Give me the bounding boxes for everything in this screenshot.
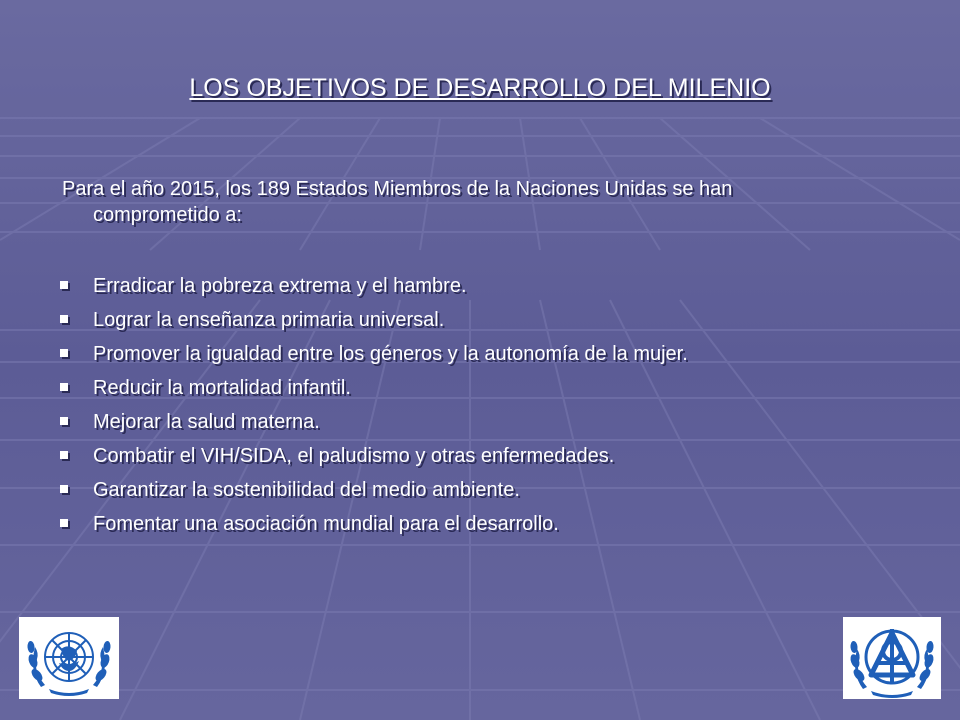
goal-item xyxy=(58,443,938,477)
un-emblem-logo xyxy=(19,617,119,699)
goals-list xyxy=(58,273,938,545)
laurel-emblem-logo xyxy=(843,617,941,699)
square-bullet-icon xyxy=(60,383,68,391)
intro-line-2: comprometido a: xyxy=(93,204,242,226)
goal-text: Promover la igualdad entre los géneros y la autonomía de la mujer. xyxy=(93,343,688,365)
intro-paragraph xyxy=(62,176,912,228)
goal-item xyxy=(58,307,938,341)
goal-item xyxy=(58,409,938,443)
square-bullet-icon xyxy=(60,519,68,527)
intro-line-1: Para el año 2015, los 189 Estados Miembros de la Naciones Unidas se han xyxy=(62,178,733,200)
goal-text: Garantizar la sostenibilidad del medio ambiente. xyxy=(93,479,520,501)
goal-text: Fomentar una asociación mundial para el desarrollo. xyxy=(93,513,559,535)
goal-text: Mejorar la salud materna. xyxy=(93,411,320,433)
goal-text: Reducir la mortalidad infantil. xyxy=(93,377,351,399)
goal-item xyxy=(58,477,938,511)
goal-item xyxy=(58,511,938,545)
square-bullet-icon xyxy=(60,451,68,459)
square-bullet-icon xyxy=(60,349,68,357)
square-bullet-icon xyxy=(60,315,68,323)
goal-item xyxy=(58,273,938,307)
square-bullet-icon xyxy=(60,281,68,289)
square-bullet-icon xyxy=(60,485,68,493)
goal-text: Lograr la enseñanza primaria universal. xyxy=(93,309,445,331)
goal-item xyxy=(58,341,938,375)
goal-item xyxy=(58,375,938,409)
goal-text: Combatir el VIH/SIDA, el paludismo y otras enfermedades. xyxy=(93,445,615,467)
slide-title: LOS OBJETIVOS DE DESARROLLO DEL MILENIO xyxy=(189,74,771,102)
square-bullet-icon xyxy=(60,417,68,425)
goal-text: Erradicar la pobreza extrema y el hambre. xyxy=(93,275,467,297)
